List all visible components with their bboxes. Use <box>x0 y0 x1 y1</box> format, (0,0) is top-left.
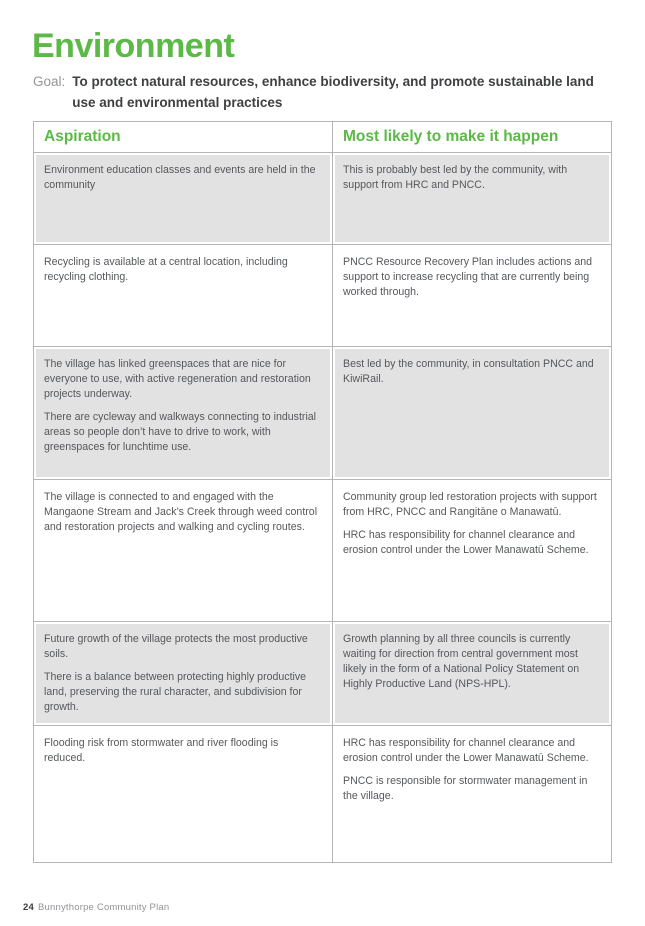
cell-paragraph: Future growth of the village protects the most productive soils. <box>44 633 308 660</box>
aspiration-cell <box>34 347 333 480</box>
footer-text: Bunnythorpe Community Plan <box>37 902 170 913</box>
table-header-row <box>34 122 611 153</box>
table-row <box>34 480 611 622</box>
cell-paragraph: The village has linked greenspaces that are nice for everyone to use, with active regeneration and restoration projects underway. <box>44 358 311 400</box>
cell-paragraph: There is a balance between protecting highly productive land, preserving the rural character, and subdivision for growth. <box>44 671 307 713</box>
action-cell <box>333 347 611 480</box>
aspiration-cell <box>34 726 333 862</box>
cell-paragraph: Growth planning by all three councils is currently waiting for direction from central government most likely in the form of a National Policy Statement on Highly Productive Land (NPS-HPL). <box>343 633 580 690</box>
cell-paragraph: HRC has responsibility for channel clearance and erosion control under the Lower Manawatū Scheme. <box>343 737 589 764</box>
table-row <box>34 726 611 862</box>
table-row <box>34 347 611 480</box>
page-footer <box>23 902 169 913</box>
cell-paragraph: There are cycleway and walkways connecting to industrial areas so people don’t have to drive to work, with greenspaces for lunchtime use. <box>44 411 317 453</box>
column-header-aspiration: Aspiration <box>34 122 333 153</box>
cell-paragraph: Community group led restoration projects with support from HRC, PNCC and Rangitāne o Manawatū. <box>343 491 597 518</box>
action-cell <box>333 153 611 245</box>
action-cell <box>333 622 611 726</box>
aspiration-cell <box>34 480 333 622</box>
aspiration-cell <box>34 245 333 347</box>
table-body <box>34 153 611 862</box>
column-header-most-likely: Most likely to make it happen <box>333 122 611 153</box>
cell-paragraph: Recycling is available at a central location, including recycling clothing. <box>44 256 288 283</box>
table-row <box>34 245 611 347</box>
aspiration-cell <box>34 622 333 726</box>
cell-paragraph: PNCC is responsible for stormwater management in the village. <box>343 775 588 802</box>
cell-paragraph: The village is connected to and engaged with the Mangaone Stream and Jack’s Creek through weed control and restoration projects and walking and cycling routes. <box>44 491 318 533</box>
goal-label: Goal: <box>33 74 66 89</box>
table-row <box>34 622 611 726</box>
goal-statement <box>33 71 598 113</box>
cell-paragraph: This is probably best led by the community, with support from HRC and PNCC. <box>343 164 568 191</box>
action-cell <box>333 245 611 347</box>
action-cell <box>333 480 611 622</box>
cell-paragraph: PNCC Resource Recovery Plan includes actions and support to increase recycling that are currently being worked through. <box>343 256 593 298</box>
action-cell <box>333 726 611 862</box>
cell-paragraph: Environment education classes and events are held in the community <box>44 164 316 191</box>
goal-text: To protect natural resources, enhance biodiversity, and promote sustainable land use and environmental practices <box>72 74 594 110</box>
page-title: Environment <box>32 27 235 65</box>
aspiration-table <box>33 121 612 863</box>
table-row <box>34 153 611 245</box>
cell-paragraph: HRC has responsibility for channel clearance and erosion control under the Lower Manawatū Scheme. <box>343 529 589 556</box>
cell-paragraph: Best led by the community, in consultation PNCC and KiwiRail. <box>343 358 594 385</box>
aspiration-cell <box>34 153 333 245</box>
cell-paragraph: Flooding risk from stormwater and river flooding is reduced. <box>44 737 279 764</box>
page-number: 24 <box>23 902 34 913</box>
